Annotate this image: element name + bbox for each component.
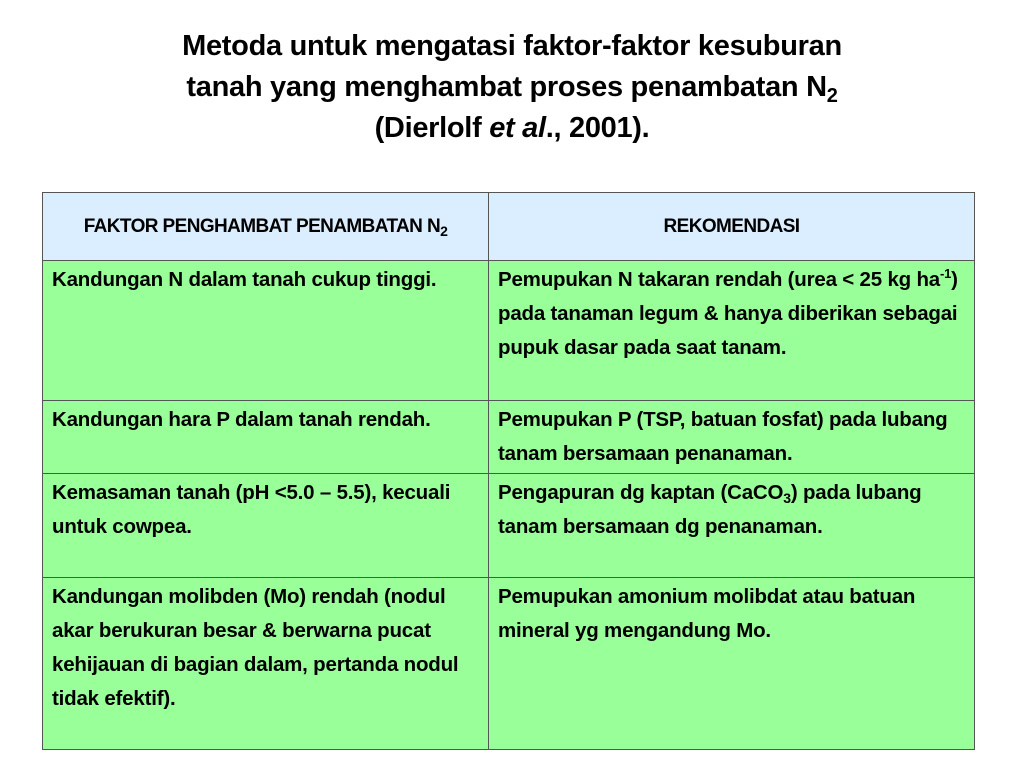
title-line-3-post: ., 2001). xyxy=(545,112,650,144)
recommendation-cell: Pemupukan P (TSP, batuan fosfat) pada lubang tanam bersamaan penanaman. xyxy=(489,401,975,474)
recommendation-text-b: ) pada tanaman legum & hanya diberikan sebagai pupuk dasar pada saat tanam. xyxy=(498,268,958,359)
title-line-3-italic: et al xyxy=(489,112,546,144)
title-line-2-text: tanah yang menghambat proses penambatan N xyxy=(186,71,827,103)
title-line-3 xyxy=(60,108,964,149)
title-line-3-pre: (Dierlolf xyxy=(374,112,490,144)
table-row xyxy=(43,474,975,578)
recommendation-cell xyxy=(489,261,975,401)
header-recommendation: REKOMENDASI xyxy=(489,193,975,261)
header-factor xyxy=(43,193,489,261)
title-line-2 xyxy=(60,67,964,108)
recommendation-text-b: ) pada lubang tanam bersamaan dg penanaman. xyxy=(498,481,922,538)
recommendation-text-a: Pengapuran dg kaptan (CaCO xyxy=(498,481,784,504)
table-row xyxy=(43,578,975,750)
recommendation-cell xyxy=(489,474,975,578)
recommendation-table xyxy=(42,192,975,750)
table-row xyxy=(43,261,975,401)
recommendation-cell: Pemupukan amonium molibdat atau batuan mineral yg mengandung Mo. xyxy=(489,578,975,750)
header-factor-text: FAKTOR PENGHAMBAT PENAMBATAN N xyxy=(83,215,441,237)
title-line-2-subscript: 2 xyxy=(826,85,838,107)
recommendation-subscript: 3 xyxy=(783,490,791,506)
recommendation-text-a: Pemupukan N takaran rendah (urea < 25 kg ha xyxy=(498,268,940,291)
factor-cell: Kemasaman tanah (pH <5.0 – 5.5), kecuali untuk cowpea. xyxy=(43,474,489,578)
slide-title xyxy=(60,26,964,149)
header-factor-subscript: 2 xyxy=(440,222,448,239)
table-header-row xyxy=(43,193,975,261)
factor-cell: Kandungan hara P dalam tanah rendah. xyxy=(43,401,489,474)
title-line-1: Metoda untuk mengatasi faktor-faktor kesuburan xyxy=(182,30,842,62)
recommendation-superscript: -1 xyxy=(940,266,952,281)
table-row xyxy=(43,401,975,474)
factor-cell: Kandungan molibden (Mo) rendah (nodul akar berukuran besar & berwarna pucat kehijauan di bagian dalam, pertanda nodul tidak efektif). xyxy=(43,578,489,750)
factor-cell: Kandungan N dalam tanah cukup tinggi. xyxy=(43,261,489,401)
